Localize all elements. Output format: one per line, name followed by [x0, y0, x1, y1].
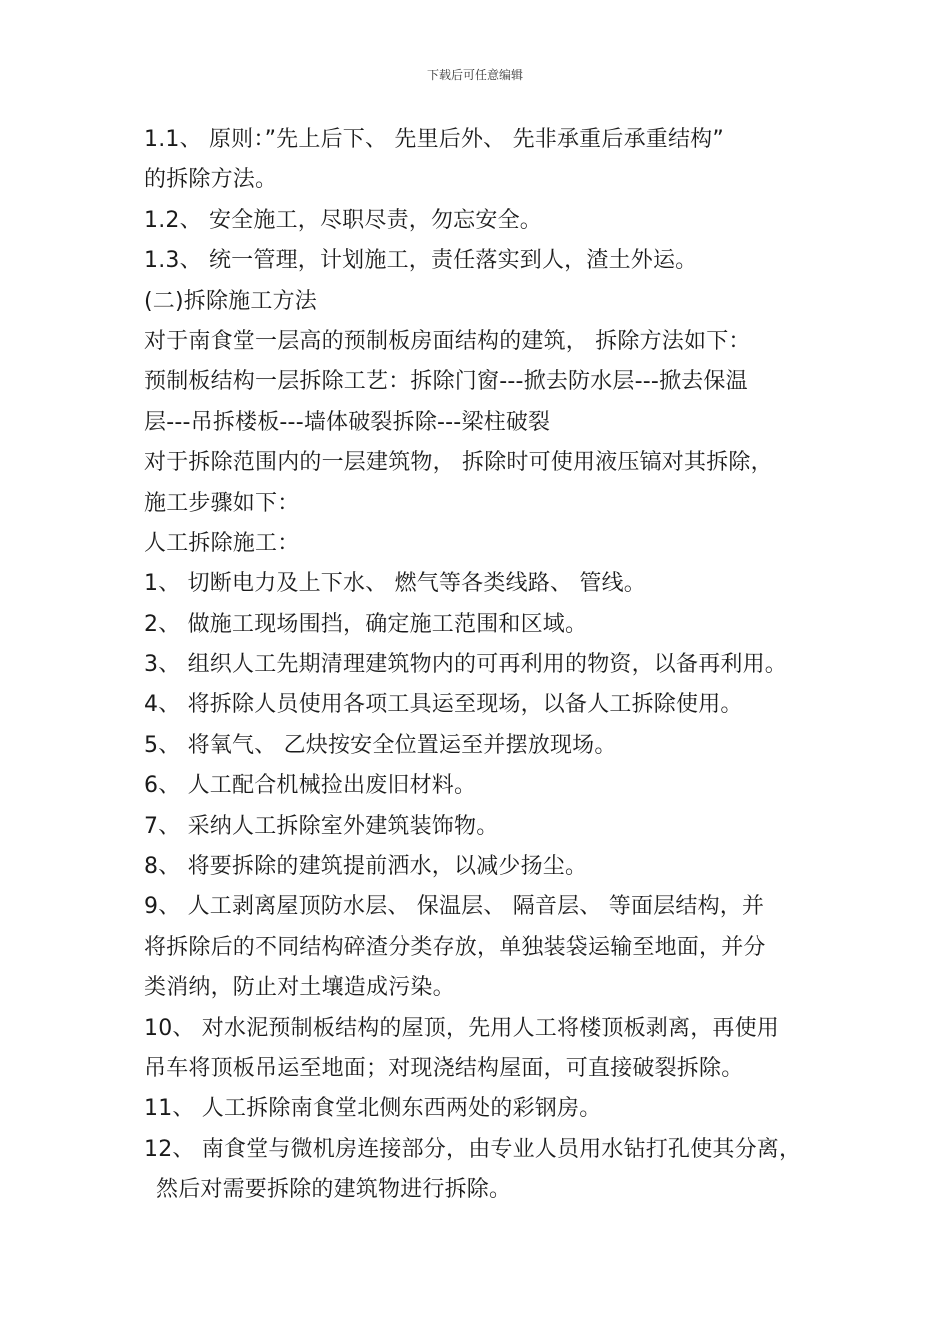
text-line: 施工步骤如下： [144, 490, 300, 516]
list-item: 8、 将要拆除的建筑提前洒水，以减少扬尘。 [144, 854, 588, 880]
list-item: 6、 人工配合机械捡出废旧材料。 [144, 773, 477, 799]
section-heading: (二)拆除施工方法 [144, 288, 317, 314]
list-item-continuation: 类消纳，防止对土壤造成污染。 [144, 975, 455, 1001]
text-line: 1.3、 统一管理，计划施工，责任落实到人，渣土外运。 [144, 248, 698, 274]
list-item: 12、 南食堂与微机房连接部分，由专业人员用水钻打孔使其分离， [144, 1136, 802, 1162]
list-item: 3、 组织人工先期清理建筑物内的可再利用的物资，以备再利用。 [144, 652, 787, 678]
list-item-continuation: 将拆除后的不同结构碎渣分类存放，单独装袋运输至地面，并分 [144, 934, 766, 960]
list-item: 10、 对水泥预制板结构的屋顶，先用人工将楼顶板剥离，再使用 [144, 1015, 779, 1041]
text-line: 层---吊拆楼板---墙体破裂拆除---梁柱破裂 [144, 409, 551, 435]
list-item: 4、 将拆除人员使用各项工具运至现场，以备人工拆除使用。 [144, 692, 743, 718]
text-line: 1.2、 安全施工，尽职尽责，勿忘安全。 [144, 207, 542, 233]
list-item: 1、 切断电力及上下水、 燃气等各类线路、 管线。 [144, 571, 646, 597]
list-item: 2、 做施工现场围挡，确定施工范围和区域。 [144, 611, 588, 637]
text-line: 预制板结构一层拆除工艺：拆除门窗---掀去防水层---掀去保温 [144, 369, 748, 395]
list-item-continuation: 吊车将顶板吊运至地面；对现浇结构屋面，可直接破裂拆除。 [144, 1055, 744, 1081]
list-item-continuation: 然后对需要拆除的建筑物进行拆除。 [156, 1177, 512, 1203]
text-line: 对于南食堂一层高的预制板房面结构的建筑， 拆除方法如下： [144, 328, 751, 354]
list-item: 5、 将氧气、 乙炔按安全位置运至并摆放现场。 [144, 732, 617, 758]
text-line: 的拆除方法。 [144, 167, 278, 193]
subheading: 人工拆除施工： [144, 530, 300, 556]
list-item: 9、 人工剥离屋顶防水层、 保温层、 隔音层、 等面层结构，并 [144, 894, 765, 920]
document-body [144, 120, 824, 1211]
list-item: 11、 人工拆除南食堂北侧东西两处的彩钢房。 [144, 1096, 602, 1122]
page-header-note: 下载后可任意编辑 [426, 68, 523, 82]
text-line: 对于拆除范围内的一层建筑物， 拆除时可使用液压镐对其拆除， [144, 450, 773, 476]
text-line: 1.1、 原则：”先上后下、 先里后外、 先非承重后承重结构” [144, 127, 724, 152]
list-item: 7、 采纳人工拆除室外建筑装饰物。 [144, 813, 499, 839]
